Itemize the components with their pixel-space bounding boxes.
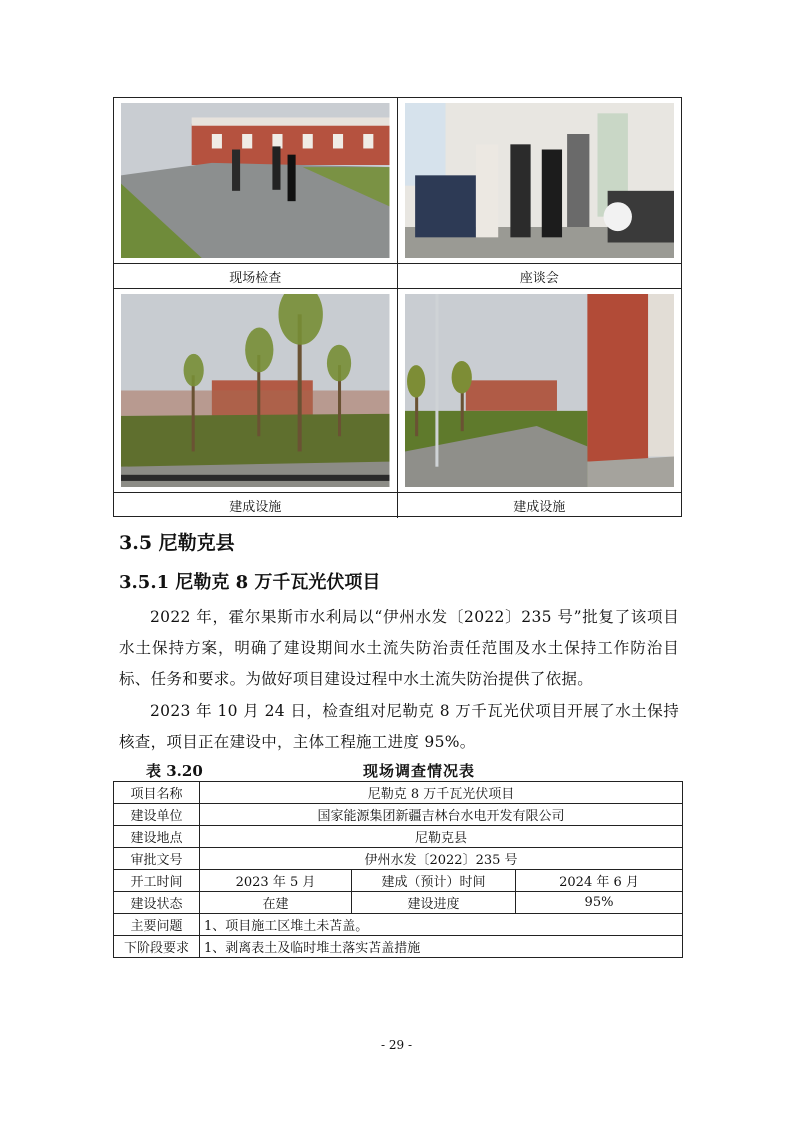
table-value: 在建	[200, 892, 352, 914]
page-number: - 29 -	[380, 1038, 412, 1052]
table-label: 下阶段要求	[114, 936, 200, 958]
photo-caption: 现场检查	[229, 270, 282, 286]
photo-site-inspection	[121, 103, 390, 258]
table-title: 现场调查情况表	[363, 762, 476, 780]
table-value: 95%	[516, 892, 683, 914]
table-row	[114, 848, 683, 870]
table-label: 建设单位	[114, 804, 200, 826]
table-label: 建成（预计）时间	[352, 870, 516, 892]
section-heading: 3.5 尼勒克县	[119, 532, 235, 554]
body-paragraph: 2023 年 10 月 24 日，检查组对尼勒克 8 万千瓦光伏项目开展了水土保持核查，项目正在建设中，主体工程施工进度 95%。	[119, 702, 679, 751]
table-label: 建设进度	[352, 892, 516, 914]
table-value: 1、项目施工区堆土未苫盖。	[200, 914, 683, 936]
photo-caption: 建成设施	[513, 500, 566, 515]
photo-cell-facility-2	[398, 289, 682, 493]
table-value: 2024 年 6 月	[516, 870, 683, 892]
table-label: 建设状态	[114, 892, 200, 914]
caption-cell-4	[398, 493, 682, 518]
table-value: 2023 年 5 月	[200, 870, 352, 892]
table-label: 开工时间	[114, 870, 200, 892]
table-row	[114, 892, 683, 914]
photo-facility-2	[405, 294, 675, 487]
subsection-heading: 3.5.1 尼勒克 8 万千瓦光伏项目	[119, 572, 381, 593]
caption-cell-1	[114, 264, 398, 289]
body-paragraph: 2022 年，霍尔果斯市水利局以“伊州水发〔2022〕235 号”批复了该项目水土保持方案，明确了建设期间水土流失防治责任范围及水土保持工作防治目标、任务和要求。为做好项目建设过程中水土流失防治提供了依据。	[119, 608, 679, 688]
table-row	[114, 782, 683, 804]
table-value: 1、剥离表土及临时堆土落实苫盖措施	[200, 936, 683, 958]
table-label: 主要问题	[114, 914, 200, 936]
photo-grid	[113, 97, 682, 517]
caption-cell-2	[398, 264, 682, 289]
photo-cell-meeting	[398, 98, 682, 264]
photo-meeting	[405, 103, 675, 258]
table-label: 审批文号	[114, 848, 200, 870]
table-row	[114, 870, 683, 892]
table-value: 尼勒克 8 万千瓦光伏项目	[200, 782, 683, 804]
photo-caption: 建成设施	[229, 500, 282, 515]
table-row	[114, 804, 683, 826]
table-row	[114, 936, 683, 958]
table-number: 表 3.20	[146, 762, 203, 780]
table-row	[114, 914, 683, 936]
table-value: 伊州水发〔2022〕235 号	[200, 848, 683, 870]
photo-caption: 座谈会	[519, 270, 559, 286]
survey-table	[113, 781, 683, 958]
photo-cell-site-inspection	[114, 98, 398, 264]
table-value: 尼勒克县	[200, 826, 683, 848]
table-value: 国家能源集团新疆吉林台水电开发有限公司	[200, 804, 683, 826]
table-label: 项目名称	[114, 782, 200, 804]
photo-cell-facility-1	[114, 289, 398, 493]
table-label: 建设地点	[114, 826, 200, 848]
photo-facility-1	[121, 294, 390, 487]
table-row	[114, 826, 683, 848]
caption-cell-3	[114, 493, 398, 518]
